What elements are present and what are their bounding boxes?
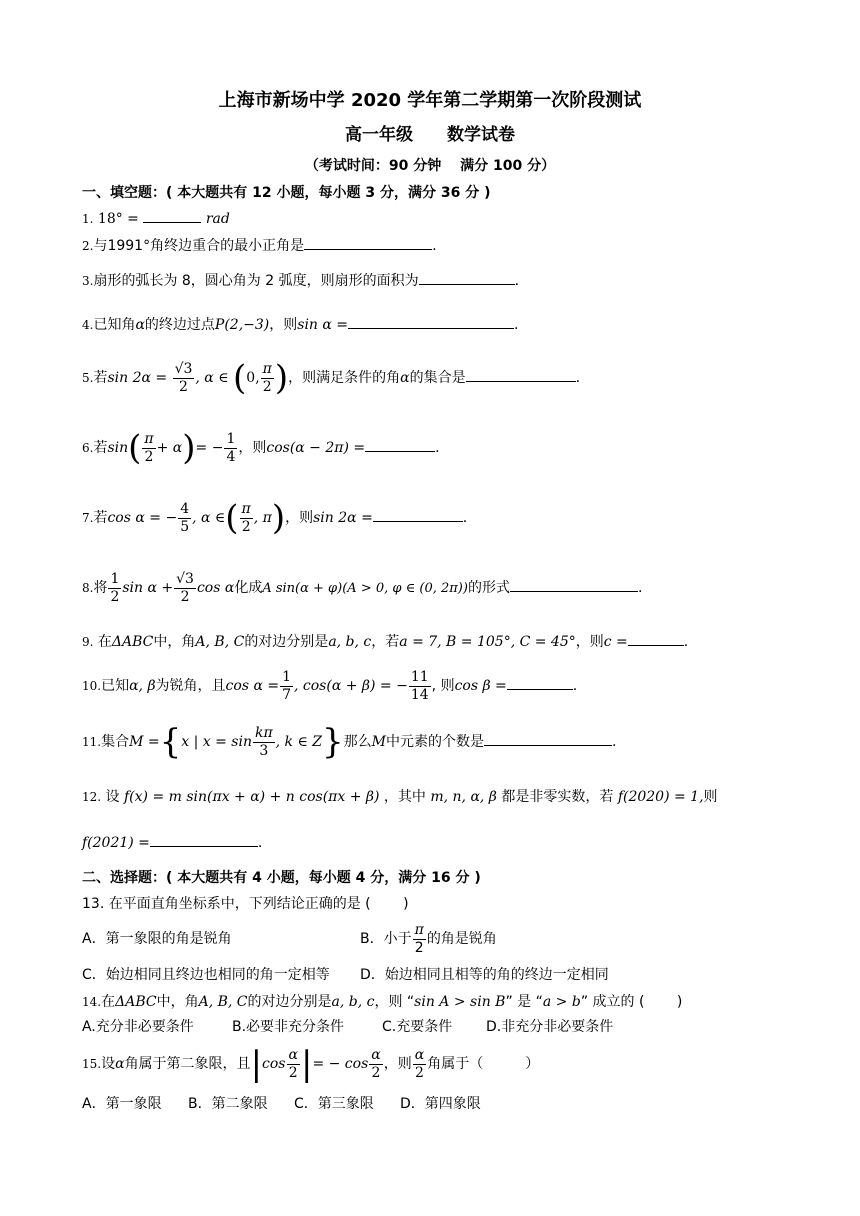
- question-1: 1. 18° = rad: [82, 208, 230, 229]
- option-14-c: C.充要条件: [382, 1019, 453, 1035]
- question-8: 8.将 $\frac{1}{2}$ sin α + $\frac{√3}{2}$ cos α化成A sin(α + φ)(A > 0, φ ∈ (0, 2π))的形式 .: [82, 570, 643, 605]
- option-13-a: A．第一象限的角是锐角: [82, 931, 232, 947]
- question-11: 11.集合M ={x | x = sin $\frac{k\pi}{3}$ , k ∈ Z}那么M中元素的个数是 .: [82, 722, 617, 762]
- question-10: 10.已知α, β为锐角，且cos α = $\frac{1}{7}$ , cos(α + β) = − $\frac{11}{14}$ , 则cos β = .: [82, 668, 578, 703]
- question-3: 3.扇形的弧长为 8，圆心角为 2 弧度，则扇形的面积为 .: [82, 270, 519, 291]
- question-12-answer: f(2021) = .: [82, 832, 262, 853]
- question-4: 4.已知角α的终边过点P(2,−3)，则sin α = .: [82, 314, 518, 335]
- question-14-stem: 14.在ΔABC中，角A, B, C的对边分别是a, b, c，则 “sin A > sin B” 是 “a > b” 成立的 ( ): [82, 994, 683, 1010]
- option-15-c: C．第三象限: [294, 1096, 374, 1112]
- option-15-d: D．第四象限: [400, 1096, 481, 1112]
- option-15-b: B．第二象限: [188, 1096, 268, 1112]
- option-13-c: C．始边相同且终边也相同的角一定相等: [82, 967, 330, 983]
- answer-blank: [510, 577, 638, 592]
- answer-blank: [466, 367, 576, 382]
- question-13-stem: 13. 在平面直角坐标系中，下列结论正确的是 ( ): [82, 896, 409, 912]
- answer-blank: [628, 631, 684, 646]
- answer-blank: [150, 832, 258, 847]
- exam-time-note: （考试时间：90 分钟 满分 100 分）: [304, 158, 556, 174]
- option-14-d: D.非充分非必要条件: [486, 1019, 614, 1035]
- question-12: 12. 设 f(x) = m sin(πx + α) + n cos(πx + β) ，其中 m, n, α, β 都是非零实数，若 f(2020) = 1,则: [82, 789, 718, 805]
- option-13-b: B．小于 $\frac{\pi}{2}$ 的角是锐角: [360, 921, 497, 956]
- answer-blank: [348, 314, 514, 329]
- exam-subtitle: 高一年级 数学试卷: [345, 125, 515, 145]
- answer-blank: [143, 208, 201, 223]
- option-13-d: D．始边相同且相等的角的终边一定相同: [360, 967, 609, 983]
- answer-blank: [419, 270, 515, 285]
- question-7: 7.若cos α = − $\frac{4}{5}$ , α ∈( $\frac{\pi}{2}$ , π)，则sin 2α = .: [82, 498, 468, 538]
- exam-title: 上海市新场中学 2020 学年第二学期第一次阶段测试: [218, 90, 642, 111]
- option-14-a: A.充分非必要条件: [82, 1019, 194, 1035]
- question-15-stem: 15.设α角属于第二象限，且|cos $\frac{\alpha}{2}$ |= − cos $\frac{\alpha}{2}$ ，则 $\frac{\alpha}{2}$ 角属于（ ）: [82, 1044, 540, 1084]
- answer-blank: [304, 235, 432, 250]
- section1-heading: 一、填空题：( 本大题共有 12 小题，每小题 3 分，满分 36 分 ): [82, 185, 491, 201]
- answer-blank: [507, 675, 573, 690]
- section2-heading: 二、选择题：( 本大题共有 4 小题，每小题 4 分，满分 16 分 ): [82, 870, 481, 886]
- answer-blank: [373, 507, 463, 522]
- question-9: 9. 在ΔABC中，角A, B, C的对边分别是a, b, c，若a = 7, B = 105°, C = 45°，则c = .: [82, 631, 688, 652]
- option-15-a: A．第一象限: [82, 1096, 162, 1112]
- answer-blank: [484, 731, 612, 746]
- answer-blank: [365, 437, 435, 452]
- question-2: 2.与1991°角终边重合的最小正角是 .: [82, 235, 437, 256]
- question-5: 5.若sin 2α = $\frac{√3}{2}$ , α ∈ (0, $\frac{\pi}{2}$ )，则满足条件的角α的集合是 .: [82, 358, 581, 398]
- option-14-b: B.必要非充分条件: [232, 1019, 345, 1035]
- question-6: 6.若sin( $\frac{\pi}{2}$ + α)= − $\frac{1}{4}$ ，则cos(α − 2π) = .: [82, 428, 440, 468]
